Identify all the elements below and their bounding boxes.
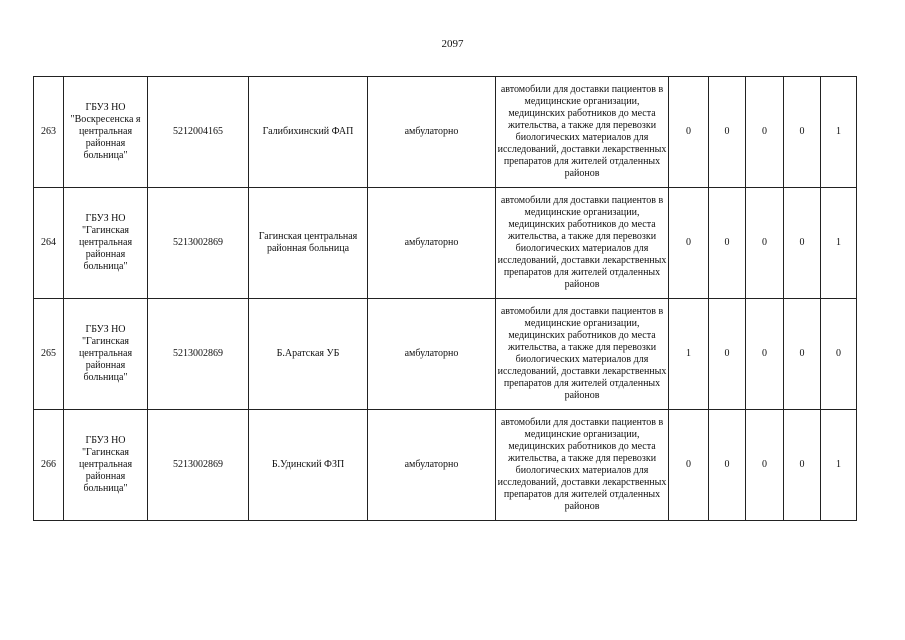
count-cell: 1 [669,299,709,410]
organization-name: ГБУЗ НО "Воскресенска я центральная районная больница" [64,77,148,188]
organization-name: ГБУЗ НО "Гагинская центральная районная больница" [64,299,148,410]
organization-name: ГБУЗ НО "Гагинская центральная районная больница" [64,188,148,299]
organization-name: ГБУЗ НО "Гагинская центральная районная больница" [64,410,148,521]
count-cell: 0 [784,77,821,188]
vehicle-purpose: автомобили для доставки пациентов в медицинские организации, медицинских работников до места жительства, а также для перевозки биологических материалов для исследований, доставки лекарственных препаратов для жителей отдаленных районов [496,188,669,299]
count-cell: 0 [746,410,784,521]
count-cell: 1 [821,410,857,521]
count-cell: 0 [669,410,709,521]
row-number: 264 [34,188,64,299]
page-number: 2097 [441,38,464,50]
table-row [34,77,857,188]
inn-code: 5213002869 [148,188,249,299]
inn-code: 5213002869 [148,410,249,521]
count-cell: 0 [821,299,857,410]
care-type: амбулаторно [368,188,496,299]
table-row [34,299,857,410]
facility-name: Галибихинский ФАП [249,77,368,188]
vehicle-purpose: автомобили для доставки пациентов в медицинские организации, медицинских работников до места жительства, а также для перевозки биологических материалов для исследований, доставки лекарственных препаратов для жителей отдаленных районов [496,77,669,188]
facility-name: Гагинская центральная районная больница [249,188,368,299]
table-row [34,188,857,299]
vehicle-purpose: автомобили для доставки пациентов в медицинские организации, медицинских работников до места жительства, а также для перевозки биологических материалов для исследований, доставки лекарственных препаратов для жителей отдаленных районов [496,410,669,521]
inn-code: 5212004165 [148,77,249,188]
row-number: 266 [34,410,64,521]
count-cell: 0 [669,188,709,299]
count-cell: 0 [669,77,709,188]
count-cell: 0 [746,299,784,410]
row-number: 263 [34,77,64,188]
count-cell: 1 [821,77,857,188]
count-cell: 0 [746,188,784,299]
count-cell: 0 [709,410,746,521]
count-cell: 0 [709,77,746,188]
count-cell: 0 [746,77,784,188]
facility-name: Б.Аратская УБ [249,299,368,410]
inn-code: 5213002869 [148,299,249,410]
care-type: амбулаторно [368,299,496,410]
care-type: амбулаторно [368,410,496,521]
count-cell: 0 [784,299,821,410]
table-row [34,410,857,521]
row-number: 265 [34,299,64,410]
count-cell: 1 [821,188,857,299]
count-cell: 0 [784,410,821,521]
care-type: амбулаторно [368,77,496,188]
facility-name: Б.Удинский ФЗП [249,410,368,521]
count-cell: 0 [709,299,746,410]
vehicle-purpose: автомобили для доставки пациентов в медицинские организации, медицинских работников до места жительства, а также для перевозки биологических материалов для исследований, доставки лекарственных препаратов для жителей отдаленных районов [496,299,669,410]
count-cell: 0 [784,188,821,299]
registry-table [33,76,857,521]
count-cell: 0 [709,188,746,299]
